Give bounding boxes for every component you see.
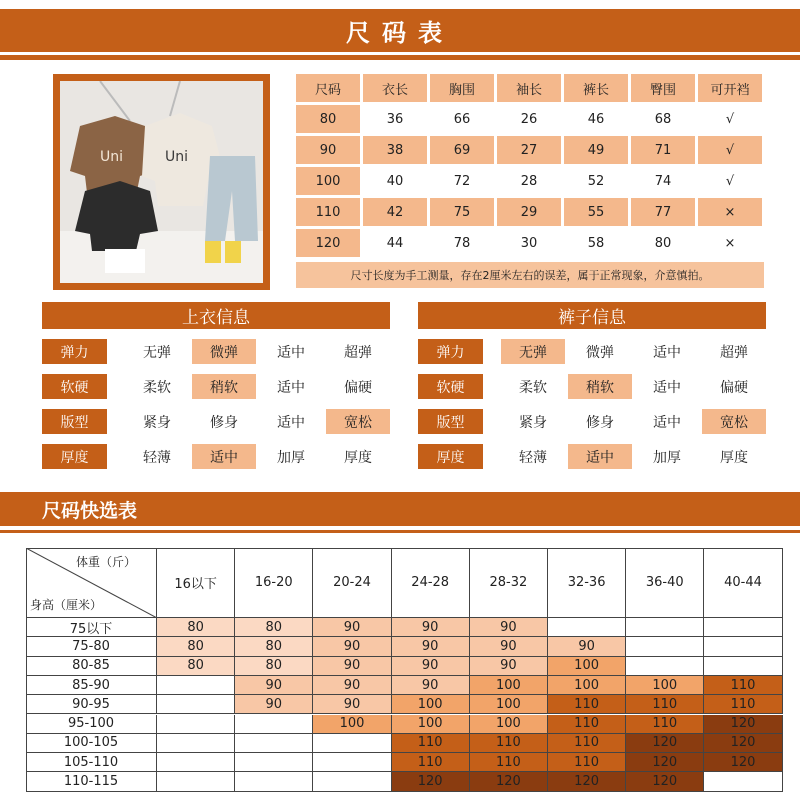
grid-cell	[704, 618, 782, 637]
size-table-cell: 78	[453, 235, 471, 251]
size-table-header: 裤长	[564, 74, 628, 102]
height-label: 110-115	[26, 772, 157, 791]
grid-cell	[626, 618, 704, 637]
corner-height-label: 身高（厘米）	[30, 598, 103, 612]
grid-cell: 80	[157, 618, 235, 637]
grid-cell	[704, 637, 782, 656]
size-table-cell: 28	[520, 173, 538, 189]
attr-label: 厚度	[418, 444, 483, 469]
height-label: 100-105	[26, 734, 157, 753]
grid-cell	[157, 772, 235, 791]
grid-cell: 90	[470, 618, 548, 637]
grid-cell: 120	[704, 734, 782, 753]
grid-cell: 120	[392, 772, 470, 791]
attr-option: 超弹	[344, 344, 372, 361]
grid-cell: 90	[313, 637, 391, 656]
size-table-cell: 71	[631, 136, 695, 164]
attr-option: 无弹	[501, 339, 565, 364]
height-label: 80-85	[26, 657, 157, 676]
grid-cell: 90	[392, 637, 470, 656]
height-label: 85-90	[26, 676, 157, 695]
weight-header: 32-36	[548, 548, 626, 618]
attr-option: 加厚	[277, 449, 305, 466]
grid-cell	[704, 657, 782, 676]
size-table-cell: 46	[587, 111, 605, 127]
grid-cell: 120	[470, 772, 548, 791]
size-table-cell: 42	[363, 198, 427, 226]
grid-cell: 100	[392, 715, 470, 734]
grid-cell	[313, 734, 391, 753]
size-table-cell: 44	[386, 235, 404, 251]
size-note: 尺寸长度为手工测量，存在2厘米左右的误差，属于正常现象，介意慎拍。	[296, 262, 764, 288]
size-table-row-label: 100	[296, 167, 360, 195]
attr-option: 微弹	[192, 339, 256, 364]
grid-cell: 110	[548, 695, 626, 714]
size-table-cell: √	[725, 111, 735, 127]
grid-cell: 100	[470, 715, 548, 734]
attr-option: 适中	[277, 379, 305, 396]
grid-cell: 110	[548, 753, 626, 772]
attr-option: 宽松	[702, 409, 766, 434]
size-table-row-label: 80	[296, 105, 360, 133]
attr-option: 修身	[210, 414, 238, 431]
size-table-cell: 80	[654, 235, 672, 251]
attr-option: 加厚	[653, 449, 681, 466]
grid-cell: 90	[235, 676, 313, 695]
weight-header: 16以下	[157, 548, 235, 618]
grid-cell: 110	[470, 753, 548, 772]
attr-label: 厚度	[42, 444, 107, 469]
attr-option: 轻薄	[143, 449, 171, 466]
grid-cell: 90	[470, 637, 548, 656]
attr-option: 适中	[277, 414, 305, 431]
size-table-cell: 74	[654, 173, 672, 189]
weight-header: 28-32	[470, 548, 548, 618]
grid-cell	[235, 734, 313, 753]
grid-cell: 80	[235, 618, 313, 637]
attr-option: 紧身	[143, 414, 171, 431]
size-table-cell: 77	[631, 198, 695, 226]
grid-cell: 120	[626, 753, 704, 772]
svg-text:Uni: Uni	[100, 149, 124, 165]
size-table-cell: 36	[386, 111, 404, 127]
attr-option: 适中	[192, 444, 256, 469]
size-table-cell: 55	[564, 198, 628, 226]
weight-header: 40-44	[704, 548, 782, 618]
grid-cell: 110	[548, 715, 626, 734]
size-table-cell: 27	[497, 136, 561, 164]
attr-option: 微弹	[586, 344, 614, 361]
grid-cell: 100	[313, 715, 391, 734]
svg-text:Uni: Uni	[165, 149, 189, 165]
size-table-cell: 66	[453, 111, 471, 127]
grid-cell: 80	[235, 637, 313, 656]
size-table-cell: 38	[363, 136, 427, 164]
size-table-cell: 58	[587, 235, 605, 251]
corner-weight-label: 体重（斤）	[76, 555, 137, 569]
grid-cell	[157, 695, 235, 714]
size-table-row-label: 90	[296, 136, 360, 164]
grid-cell	[157, 676, 235, 695]
size-table-header: 尺码	[296, 74, 360, 102]
product-image	[60, 81, 263, 283]
attr-label: 弹力	[418, 339, 483, 364]
grid-cell: 120	[704, 715, 782, 734]
grid-cell	[626, 637, 704, 656]
attr-label: 弹力	[42, 339, 107, 364]
grid-cell: 90	[392, 618, 470, 637]
grid-cell: 120	[626, 734, 704, 753]
weight-header: 16-20	[235, 548, 313, 618]
size-table-header: 袖长	[497, 74, 561, 102]
grid-cell: 80	[235, 657, 313, 676]
size-table-cell: √	[725, 173, 735, 189]
attr-option: 柔软	[143, 379, 171, 396]
attr-option: 修身	[586, 414, 614, 431]
grid-cell: 110	[470, 734, 548, 753]
attr-label: 版型	[42, 409, 107, 434]
attr-option: 柔软	[519, 379, 547, 396]
grid-cell: 100	[548, 657, 626, 676]
grid-cell	[313, 753, 391, 772]
grid-cell	[157, 753, 235, 772]
size-table-cell: 68	[654, 111, 672, 127]
grid-cell	[548, 618, 626, 637]
size-table-cell: ×	[698, 198, 762, 226]
grid-cell: 100	[470, 695, 548, 714]
attr-option: 宽松	[326, 409, 390, 434]
grid-cell	[157, 734, 235, 753]
attr-option: 偏硬	[720, 379, 748, 396]
grid-cell: 90	[392, 676, 470, 695]
size-table-header: 胸围	[430, 74, 494, 102]
grid-cell: 80	[157, 657, 235, 676]
size-table-row-label: 110	[296, 198, 360, 226]
height-label: 90-95	[26, 695, 157, 714]
size-table-cell: ×	[724, 235, 736, 251]
attr-option: 稍软	[568, 374, 632, 399]
grid-cell: 110	[704, 676, 782, 695]
grid-cell: 120	[626, 772, 704, 791]
attr-label: 软硬	[418, 374, 483, 399]
grid-cell: 90	[235, 695, 313, 714]
grid-cell	[235, 715, 313, 734]
page-title: 尺码表	[0, 9, 800, 52]
attr-option: 超弹	[720, 344, 748, 361]
attr-option: 适中	[653, 379, 681, 396]
grid-cell: 80	[157, 637, 235, 656]
attr-option: 厚度	[344, 449, 372, 466]
size-table-cell: 30	[520, 235, 538, 251]
attr-label: 软硬	[42, 374, 107, 399]
attr-option: 轻薄	[519, 449, 547, 466]
top-info-title: 上衣信息	[42, 302, 390, 329]
grid-cell: 90	[313, 657, 391, 676]
attr-option: 无弹	[143, 344, 171, 361]
grid-cell	[157, 715, 235, 734]
size-table-row-label: 120	[296, 229, 360, 257]
attr-option: 适中	[653, 414, 681, 431]
height-label: 105-110	[26, 753, 157, 772]
grid-cell: 120	[704, 753, 782, 772]
product-photo	[53, 74, 270, 290]
weight-header: 24-28	[392, 548, 470, 618]
size-table-header: 臀围	[631, 74, 695, 102]
size-table-cell: 49	[564, 136, 628, 164]
grid-cell: 110	[626, 715, 704, 734]
size-table-cell: 52	[587, 173, 605, 189]
grid-cell: 110	[626, 695, 704, 714]
grid-cell: 90	[392, 657, 470, 676]
attr-option: 适中	[653, 344, 681, 361]
title-divider	[0, 55, 800, 60]
pants-info-title: 裤子信息	[418, 302, 766, 329]
attr-label: 版型	[418, 409, 483, 434]
attr-option: 适中	[568, 444, 632, 469]
size-table-cell: √	[698, 136, 762, 164]
size-table-header: 衣长	[363, 74, 427, 102]
grid-cell	[626, 657, 704, 676]
size-table-cell: 29	[497, 198, 561, 226]
grid-cell	[235, 753, 313, 772]
grid-cell: 90	[548, 637, 626, 656]
grid-cell: 110	[392, 753, 470, 772]
size-table-header: 可开裆	[698, 74, 762, 102]
size-table-cell: 69	[430, 136, 494, 164]
grid-cell: 110	[392, 734, 470, 753]
size-table-cell: 26	[520, 111, 538, 127]
grid-corner	[26, 548, 157, 618]
grid-cell	[235, 772, 313, 791]
grid-cell	[704, 772, 782, 791]
weight-header: 36-40	[626, 548, 704, 618]
attr-option: 适中	[277, 344, 305, 361]
quick-select-divider	[0, 530, 800, 533]
grid-cell: 90	[313, 676, 391, 695]
grid-cell	[313, 772, 391, 791]
size-table-cell: 75	[430, 198, 494, 226]
grid-cell: 110	[704, 695, 782, 714]
grid-cell: 100	[392, 695, 470, 714]
grid-cell: 120	[548, 772, 626, 791]
attr-option: 紧身	[519, 414, 547, 431]
grid-cell: 100	[470, 676, 548, 695]
grid-cell: 110	[548, 734, 626, 753]
height-label: 95-100	[26, 715, 157, 734]
grid-cell: 90	[313, 695, 391, 714]
weight-header: 20-24	[313, 548, 391, 618]
grid-cell: 90	[470, 657, 548, 676]
size-table-cell: 72	[453, 173, 471, 189]
height-label: 75-80	[26, 637, 157, 656]
grid-cell: 100	[548, 676, 626, 695]
attr-option: 稍软	[192, 374, 256, 399]
quick-select-title: 尺码快选表	[0, 492, 800, 526]
grid-cell: 100	[626, 676, 704, 695]
height-label: 75以下	[26, 618, 157, 637]
attr-option: 偏硬	[344, 379, 372, 396]
size-table-cell: 40	[386, 173, 404, 189]
attr-option: 厚度	[720, 449, 748, 466]
grid-cell: 90	[313, 618, 391, 637]
